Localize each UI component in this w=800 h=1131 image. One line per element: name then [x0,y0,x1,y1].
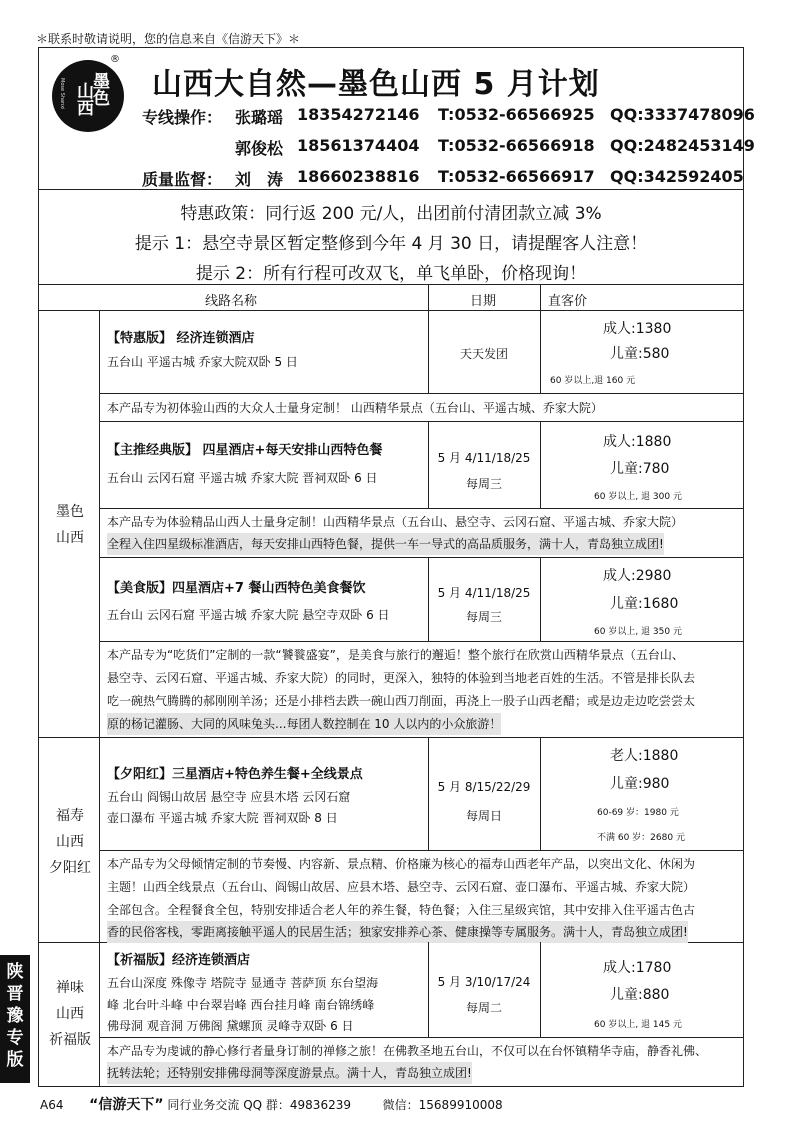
product-date: 天天发团 [459,347,508,361]
product-route: 五台山 云冈石窟 平遥古城 乔家大院 悬空寺双卧 6 日 [107,608,390,622]
table-divider [540,557,541,641]
footer-wechat: 15689910008 [418,1098,503,1112]
table-divider [39,284,744,285]
product-date: 5 月 8/15/22/29 [437,780,531,794]
price-note: 60 岁以上,退 160 元 [550,376,636,386]
product-route: 佛母洞 观音洞 万佛阁 黛螺顶 灵峰寺双卧 6 日 [107,1019,354,1033]
col-header-price: 直客价 [548,294,588,309]
col-header-route: 线路名称 [205,294,258,309]
contact-tel: T:0532-66566925 [438,105,595,124]
brand-logo [52,60,124,132]
category-line: 墨色 [56,504,84,520]
price-child: 儿童:980 [610,776,670,792]
price-adult: 成人:1380 [603,321,672,337]
product-desc: 全部包含。全程餐食全包，特别安排适合老人年的养生餐，特色餐；入住三星级宾馆，其中安排入住平遥古色古 [107,903,696,917]
table-divider [540,737,541,850]
header-divider [39,189,744,190]
product-desc: 全程入住四星级标准酒店，每天安排山西特色餐，提供一车一导式的高品质服务，满十人，青岛独立成团! [107,533,664,555]
footer-wechat-label: 微信： [382,1098,419,1112]
table-divider [39,737,744,738]
product-route: 五台山 阎锡山故居 悬空寺 应县木塔 云冈石窟 [107,790,351,804]
contact-qq: QQ:3337478096 [610,105,755,124]
notice-line: 提示 2：所有行程可改双飞，单飞单卧，价格现询！ [195,264,587,284]
category-line: 山西 [56,834,84,850]
price-note: 不满 60 岁：2680 元 [597,833,685,843]
logo-text-2: 山西 [73,82,93,116]
contact-tel: T:0532-66566917 [438,167,595,186]
product-title: 【祈福版】经济连锁酒店 [107,953,251,968]
contact-mobile: 18561374404 [297,136,420,155]
price-adult: 成人:1880 [603,434,672,450]
category-label-chanwei [42,975,98,1053]
product-route: 壶口瀑布 平遥古城 乔家大院 晋祠双卧 8 日 [107,811,338,825]
price-note: 60-69 岁：1980 元 [597,808,679,818]
contact-mobile: 18660238816 [297,167,420,186]
category-label-fushou [42,803,98,881]
product-desc: 悬空寺、云冈石窟、平遥古城、乔家大院）的同时，更深入，独特的体验到当地老百姓的生活。不管是排长队去 [107,671,696,685]
product-desc: 本产品专为体验精品山西人士量身定制！山西精华景点（五台山、悬空寺、云冈石窟、平遥古城、乔家大院） [107,515,684,529]
col-header-date: 日期 [470,294,497,309]
product-desc: 本产品专为父母倾情定制的节奏慢、内容新、景点精、价格廉为核心的福寿山西老年产品，以突出文化、休闲为 [107,857,696,871]
category-line: 禅味 [56,980,84,996]
product-route: 五台山深度 殊像寺 塔院寺 显通寺 菩萨顶 东台望海 [107,976,379,990]
contact-role: 专线操作： [142,108,223,127]
page-title: 山西大自然—墨色山西 5 月计划 [152,67,600,102]
table-divider [99,850,744,851]
contact-name: 郭俊松 [235,139,284,158]
product-date: 5 月 4/11/18/25 [437,586,531,600]
table-divider [540,284,541,310]
product-title: 【特惠版】 经济连锁酒店 [107,331,255,346]
notice-line: 提示 1：悬空寺景区暂定整修到今年 4 月 30 日，请提醒客人注意！ [134,234,648,254]
policy-line: 特惠政策：同行返 200 元/人，出团前付清团款立减 3% [180,204,602,224]
contact-name: 张璐瑶 [235,108,284,127]
product-desc: 本产品专为初体验山西的大众人士量身定制！ 山西精华景点（五台山、平遥古城、乔家大院） [107,401,603,415]
price-adult: 成人:1780 [603,960,672,976]
product-desc: 吃一碗热气腾腾的郝刚刚羊汤；还是小排档去跌一碗山西刀削面，再浇上一股子山西老醋；或是边走边吃尝尝太 [107,694,696,708]
table-divider [540,421,541,508]
logo-subtext: Mose Shanxi [59,78,65,110]
product-date: 5 月 3/10/17/24 [437,975,531,989]
footer-qq: 49836239 [289,1098,351,1112]
product-weekday: 每周三 [465,477,502,491]
contact-mobile: 18354272146 [297,105,420,124]
contact-name: 刘 涛 [235,170,284,189]
price-child: 儿童:880 [610,987,670,1003]
product-route: 五台山 云冈石窟 平遥古城 乔家大院 晋祠双卧 6 日 [107,471,378,485]
price-child: 儿童:780 [610,461,670,477]
table-divider [540,942,541,1037]
product-weekday: 每周日 [465,809,502,823]
product-desc: 本产品专为虔诚的静心修行者量身订制的禅修之旅！在佛教圣地五台山，不仅可以在台怀镇精华寺庙，静香礼佛、 [107,1044,708,1058]
table-divider [99,310,100,1087]
page-footer [40,1094,503,1114]
footer-brand: “信游天下” [89,1097,164,1113]
table-divider [99,557,744,558]
price-note: 60 岁以上, 退 300 元 [594,492,682,502]
product-desc: 原的杨记灌肠、大同的风味兔头...每团人数控制在 10 人以内的小众旅游！ [107,713,501,735]
product-desc: 主题！山西全线景点（五台山、阎锡山故居、应县木塔、悬空寺、云冈石窟、壶口瀑布、平遥古城、乔家大院） [107,880,696,894]
product-desc: 香的民俗客栈，零距离接触平遥人的民居生活；独家安排养心茶、健康操等专属服务。满十人，青岛独立成团! [107,921,688,943]
table-divider [39,310,744,311]
category-line: 福寿 [56,808,84,824]
table-divider [540,310,541,393]
registered-mark: ® [110,54,120,65]
category-line: 夕阳红 [49,860,91,876]
contact-qq: QQ:2482453149 [610,136,755,155]
product-weekday: 每周三 [465,610,502,624]
product-route: 峰 北台叶斗峰 中台翠岩峰 西台挂月峰 南台锦绣峰 [107,998,375,1012]
table-divider [99,508,744,509]
product-desc: 本产品专为“吃货们”定制的一款“饕餮盛宴”，是美食与旅行的邂逅！整个旅行在欣赏山西精华景点（五台山、 [107,648,684,662]
product-route: 五台山 平遥古城 乔家大院双卧 5 日 [107,355,298,369]
price-child: 儿童:1680 [610,596,679,612]
price-note: 60 岁以上, 退 145 元 [594,1020,682,1030]
price-senior: 老人:1880 [610,748,679,764]
product-desc: 抚转法轮；还特别安排佛母洞等深度游景点。满十人，青岛独立成团! [107,1062,472,1084]
category-line: 山西 [56,530,84,546]
price-adult: 成人:2980 [603,568,672,584]
product-title: 【主推经典版】 四星酒店+每天安排山西特色餐 [107,443,383,458]
contact-role: 质量监督： [142,170,223,189]
product-weekday: 每周二 [465,1001,502,1015]
category-line: 祈福版 [49,1032,91,1048]
table-divider [99,1037,744,1038]
footer-qq-label: 同行业务交流 QQ 群： [167,1098,290,1112]
price-child: 儿童:580 [610,346,670,362]
product-title: 【夕阳红】三星酒店+特色养生餐+全线景点 [107,767,363,782]
table-divider [99,421,744,422]
table-divider [99,641,744,642]
logo-text-1: 墨色 [89,72,109,106]
product-date: 5 月 4/11/18/25 [437,451,531,465]
contact-qq: QQ:342592405 [610,167,744,186]
table-divider [99,393,744,394]
edition-side-tab [0,955,30,1083]
category-label-mose [42,499,98,551]
side-tab-text: 陕晋豫专版 [6,962,24,1070]
contact-tel: T:0532-66566918 [438,136,595,155]
product-title: 【美食版】四星酒店+7 餐山西特色美食餐饮 [107,581,366,596]
category-line: 山西 [56,1006,84,1022]
table-divider [428,284,429,310]
page-number: A64 [40,1098,64,1112]
price-note: 60 岁以上, 退 350 元 [594,627,682,637]
top-note: ＊联系时敬请说明，您的信息来自《信游天下》＊ [36,32,301,46]
